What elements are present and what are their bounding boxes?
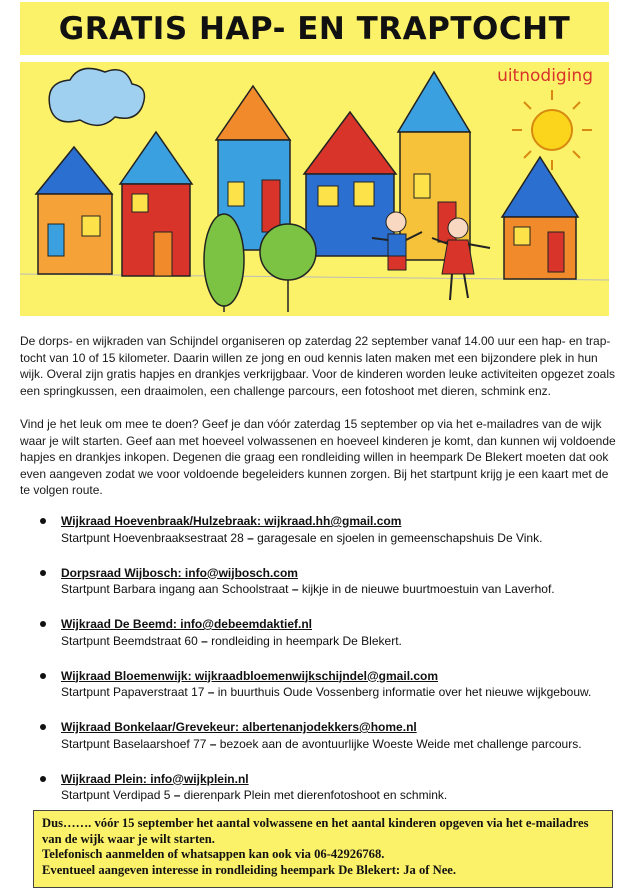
tree-icon — [204, 214, 244, 312]
sun-icon — [512, 90, 592, 170]
startpoint-details: Startpunt Hoevenbraaksestraat 28 – garagesale en sjoelen in gemeenschapshuis De Vink. — [61, 530, 543, 545]
page-title: GRATIS HAP- EN TRAPTOCHT — [58, 10, 571, 47]
bullet-icon — [40, 518, 46, 524]
list-item — [40, 719, 620, 752]
signup-notice-box — [33, 810, 613, 888]
bullet-icon — [40, 621, 46, 627]
cloud-icon — [49, 68, 144, 125]
house-icon — [36, 147, 112, 274]
startpoint-list — [40, 513, 620, 822]
startpoint-details: Startpunt Verdipad 5 – dierenpark Plein met dierenfotoshoot en schmink. — [61, 788, 448, 802]
startpoint-details: Startpunt Papaverstraat 17 – in buurthuis Oude Vossenberg informatie over het nieuwe wijkgebouw. — [61, 685, 592, 699]
startpoint-details: Startpunt Beemdstraat 60 – rondleiding in heempark De Blekert. — [61, 633, 402, 648]
notice-line: Dus……. vóór 15 september het aantal volwassene en het aantal kinderen opgeven via het e-mailadres van de wijk waar je wilt starten. — [42, 816, 589, 846]
house-icon — [120, 132, 192, 276]
notice-line: Telefonisch aanmelden of whatsappen kan ook via 06-42926768. — [42, 847, 385, 861]
startpoint-heading: Wijkraad Hoevenbraak/Hulzebraak: wijkraad.hh@gmail.com — [61, 514, 402, 528]
startpoint-details: Startpunt Barbara ingang aan Schoolstraat – kijkje in de nieuwe buurtmoestuin van Laverhof. — [61, 582, 555, 596]
illustration-banner — [20, 62, 609, 316]
bullet-icon — [40, 570, 46, 576]
startpoint-heading: Wijkraad Bonkelaar/Grevekeur: albertenanjodekkers@home.nl — [61, 720, 417, 734]
startpoint-heading: Wijkraad De Beemd: info@debeemdaktief.nl — [61, 617, 312, 631]
bullet-icon — [40, 724, 46, 730]
bullet-icon — [40, 776, 46, 782]
startpoint-heading: Wijkraad Bloemenwijk: wijkraadbloemenwijkschijndel@gmail.com — [61, 668, 439, 683]
list-item — [40, 513, 620, 546]
notice-line: Eventueel aangeven interesse in rondleiding heempark De Blekert: Ja of Nee. — [42, 862, 457, 877]
list-item — [40, 771, 620, 804]
startpoint-details: Startpunt Baselaarshoef 77 – bezoek aan de avontuurlijke Woeste Weide met challenge parcours. — [61, 736, 582, 751]
tree-icon — [260, 224, 316, 312]
house-icon — [304, 112, 396, 256]
title-banner — [20, 2, 609, 55]
startpoint-heading: Dorpsraad Wijbosch: info@wijbosch.com — [61, 565, 298, 580]
invitation-label: uitnodiging — [497, 66, 593, 86]
intro-paragraph: De dorps- en wijkraden van Schijndel organiseren op zaterdag 22 september vanaf 14.00 uur een hap- en trap-tocht van 10 of 15 kilometer. Daarin willen ze jong en oud kennis laten maken met een bijzondere plek in hun wijk. Overal zijn gratis hapjes en drankjes verkrijgbaar. Voor de kinderen worden leuke activiteiten opgezet zoals een springkussen, een draaimolen, een challenge parcours, een fotoshoot met dieren, schmink enz. — [20, 334, 615, 398]
list-item — [40, 616, 620, 649]
list-item — [40, 668, 620, 701]
house-icon — [502, 157, 578, 279]
houses-illustration — [20, 62, 609, 316]
startpoint-heading: Wijkraad Plein: info@wijkplein.nl — [61, 771, 249, 786]
list-item — [40, 565, 620, 598]
bullet-icon — [40, 673, 46, 679]
signup-paragraph: Vind je het leuk om mee te doen? Geef je dan vóór zaterdag 15 september op via het e-mailadres van de wijk waar je wilt starten. Geef aan met hoeveel volwassenen en hoeveel kinderen je komt, dan kunnen wij voldoende hapjes en drankjes inkopen. Degenen die graag een rondleiding willen in heempark De Blekert moeten dat ook even aangeven zodat we voor voldoende begeleiders kunnen zorgen. Bij het startpunt krijg je een kaart met de te volgen route. — [20, 417, 616, 498]
